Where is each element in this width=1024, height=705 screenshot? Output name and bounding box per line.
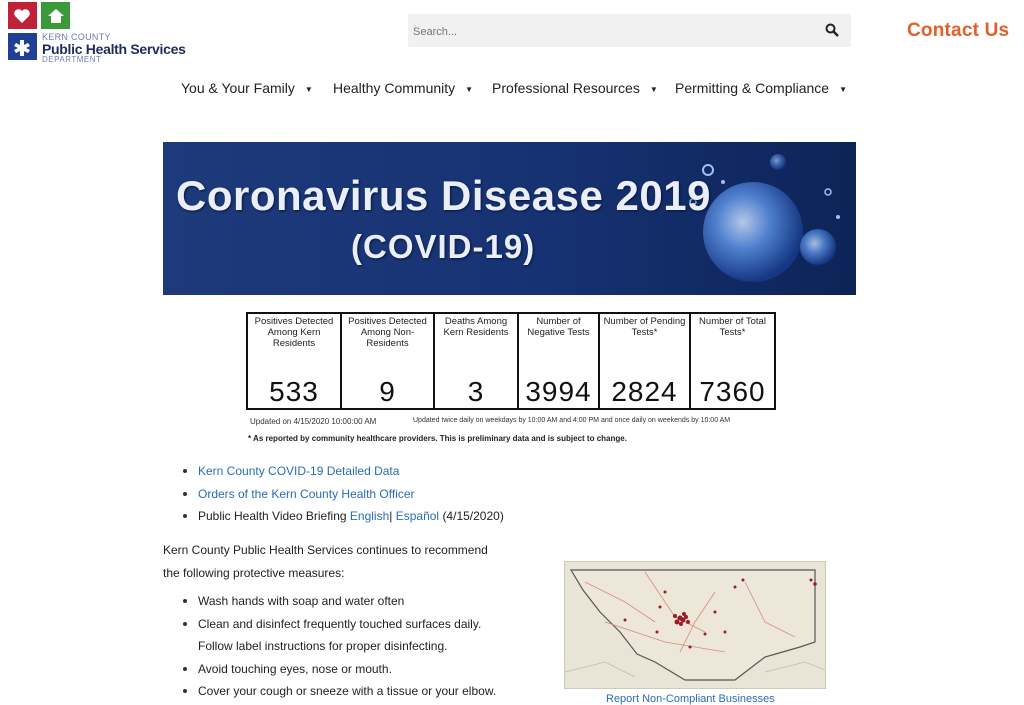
banner-subtitle: (COVID-19) bbox=[351, 228, 536, 265]
star-of-life-icon bbox=[12, 38, 32, 57]
stat-header: Number of Total Tests* bbox=[699, 316, 766, 338]
stats-frequency: Updated twice daily on weekdays by 10:00 AM and 4:00 PM and once daily on weekends by 10:00 AM bbox=[413, 417, 731, 424]
stat-value: 2824 bbox=[611, 376, 678, 407]
list-item bbox=[183, 505, 504, 528]
kern-county-logo[interactable] bbox=[8, 2, 188, 64]
stat-cell bbox=[600, 314, 691, 408]
caret-down-icon: ▼ bbox=[649, 84, 658, 94]
county-map[interactable] bbox=[564, 561, 826, 689]
stat-header: Number of Negative Tests bbox=[527, 316, 590, 338]
resource-links bbox=[183, 460, 504, 528]
banner-title: Coronavirus Disease 2019 bbox=[176, 172, 711, 219]
heart-icon bbox=[12, 6, 32, 25]
house-icon bbox=[46, 6, 66, 25]
caret-down-icon: ▼ bbox=[465, 84, 474, 94]
stat-value: 3994 bbox=[525, 376, 592, 407]
briefing-english-link[interactable]: English bbox=[349, 509, 390, 523]
search-input[interactable] bbox=[408, 14, 815, 49]
nav-label: Professional Resources bbox=[492, 80, 640, 96]
search-icon[interactable] bbox=[825, 23, 839, 37]
report-noncompliant-link[interactable]: Report Non-Compliant Businesses bbox=[606, 693, 775, 705]
stat-value: 9 bbox=[379, 376, 396, 407]
stat-header: Number of Pending Tests* bbox=[603, 316, 686, 338]
nav-label: Healthy Community bbox=[333, 80, 456, 96]
list-item: Clean and disinfect frequently touched surfaces daily. Follow label instructions for proper disinfecting. bbox=[183, 613, 503, 658]
stat-cell bbox=[691, 314, 774, 408]
briefing-espanol-link[interactable]: Español bbox=[395, 509, 440, 523]
list-item: Avoid touching eyes, nose or mouth. bbox=[183, 658, 503, 681]
search-bar bbox=[408, 14, 851, 47]
briefing-label: Public Health Video Briefing bbox=[198, 509, 347, 523]
stat-cell bbox=[435, 314, 519, 408]
health-officer-orders-link[interactable]: Orders of the Kern County Health Officer bbox=[198, 486, 415, 501]
nav-healthy-community[interactable] bbox=[333, 80, 473, 96]
list-item: Wash hands with soap and water often bbox=[183, 590, 503, 613]
stats-updated: Updated on 4/15/2020 10:00:00 AM bbox=[250, 417, 377, 426]
logo-line-1: KERN COUNTY bbox=[42, 32, 111, 42]
covid-banner bbox=[163, 142, 856, 295]
stat-header: Positives Detected Among Non-Residents bbox=[348, 316, 427, 349]
logo-line-2: Public Health Services bbox=[42, 41, 186, 57]
nav-label: Permitting & Compliance bbox=[675, 80, 830, 96]
nav-permitting-compliance[interactable] bbox=[675, 80, 847, 96]
map-graphic bbox=[565, 562, 825, 688]
stat-header: Positives Detected Among Kern Residents bbox=[254, 316, 334, 349]
nav-you-and-your-family[interactable] bbox=[181, 80, 313, 96]
briefing-date: (4/15/2020) bbox=[442, 509, 504, 523]
stat-cell bbox=[519, 314, 600, 408]
list-item: Cover your cough or sneeze with a tissue or your elbow. bbox=[183, 680, 503, 703]
caret-down-icon: ▼ bbox=[839, 84, 847, 94]
list-item bbox=[183, 460, 504, 483]
nav-label: You & Your Family bbox=[181, 80, 295, 96]
covid-stats-table bbox=[246, 312, 776, 410]
nav-professional-resources[interactable] bbox=[492, 80, 658, 96]
logo-line-3: DEPARTMENT bbox=[42, 55, 102, 64]
stat-value: 7360 bbox=[699, 376, 766, 407]
measures-intro: Kern County Public Health Services continues to recommend the following protective measures: bbox=[163, 543, 488, 580]
list-item bbox=[183, 483, 504, 506]
stat-cell bbox=[342, 314, 435, 408]
stat-value: 3 bbox=[467, 376, 485, 407]
contact-us-link[interactable]: Contact Us bbox=[907, 20, 1010, 41]
stat-cell bbox=[248, 314, 342, 408]
stat-header: Deaths Among Kern Residents bbox=[443, 316, 509, 338]
caret-down-icon: ▼ bbox=[304, 84, 313, 94]
stats-note: * As reported by community healthcare providers. This is preliminary data and is subject to change. bbox=[248, 434, 627, 443]
briefing-separator: | bbox=[389, 509, 393, 523]
detailed-data-link[interactable]: Kern County COVID-19 Detailed Data bbox=[198, 464, 400, 478]
measures-list bbox=[183, 590, 503, 703]
stat-value: 533 bbox=[269, 376, 319, 407]
main-nav bbox=[0, 80, 1024, 100]
